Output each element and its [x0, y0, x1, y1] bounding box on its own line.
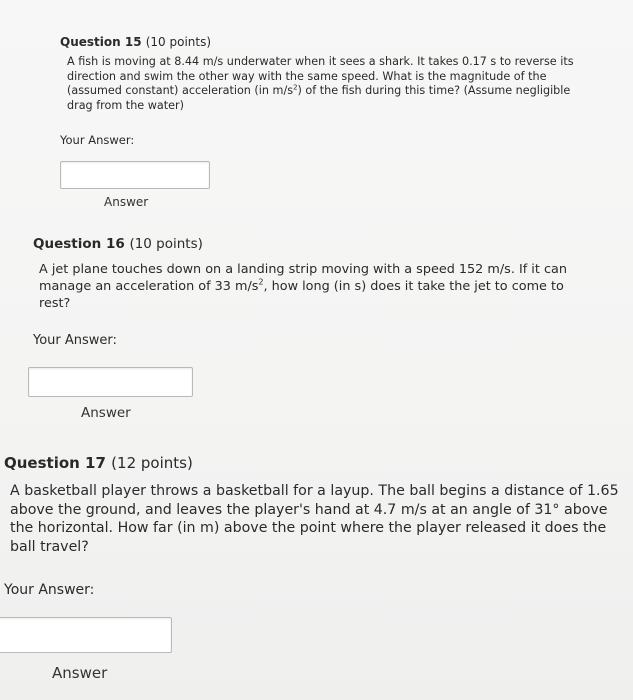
- question-title: [33, 236, 593, 252]
- question-15: [60, 35, 580, 209]
- question-text-part: , how long (in s) does it take the jet to come to rest?: [39, 279, 564, 311]
- answer-button[interactable]: Answer: [81, 405, 131, 421]
- question-16: [33, 236, 593, 421]
- question-text: [33, 261, 593, 312]
- answer-button[interactable]: Answer: [52, 664, 108, 682]
- superscript: 2: [258, 277, 264, 287]
- question-text-part: A fish is moving at 8.44 m/s underwater when it sees a shark. It takes 0.17 s to reverse its direction and swim the other way with the same speed. What is the magnitude of the (assumed constant) acceleration (in m/s: [67, 55, 574, 97]
- question-number: Question 17: [4, 454, 106, 472]
- question-text: [4, 482, 619, 556]
- question-points: (12 points): [111, 454, 193, 472]
- question-title: [4, 454, 619, 472]
- your-answer-label: Your Answer:: [33, 333, 117, 348]
- answer-button[interactable]: Answer: [104, 195, 149, 209]
- question-number: Question 15: [60, 35, 142, 49]
- question-points: (10 points): [129, 236, 203, 252]
- question-text-part: A jet plane touches down on a landing strip moving with a speed 152 m/s. If it can manage an acceleration of 33 m/s: [39, 262, 567, 294]
- your-answer-label: Your Answer:: [60, 133, 135, 147]
- answer-input[interactable]: [28, 367, 193, 397]
- question-17: [4, 454, 619, 682]
- answer-input[interactable]: [0, 617, 172, 653]
- question-number: Question 16: [33, 236, 125, 252]
- question-text: [60, 55, 580, 113]
- answer-input[interactable]: [60, 161, 210, 189]
- question-text-part: ) of the fish during this time? (Assume negligible drag from the water): [67, 84, 571, 112]
- question-points: (10 points): [145, 35, 212, 49]
- your-answer-label: Your Answer:: [4, 582, 95, 598]
- superscript: 2: [293, 83, 298, 92]
- question-title: [60, 35, 580, 49]
- question-text-part: A basketball player throws a basketball for a layup. The ball begins a distance of 1.65 above the ground, and leaves the player's hand at 4.7 m/s at an angle of 31° above the horizontal. How far (in m) above the point where the player released it does the ball travel?: [10, 483, 619, 555]
